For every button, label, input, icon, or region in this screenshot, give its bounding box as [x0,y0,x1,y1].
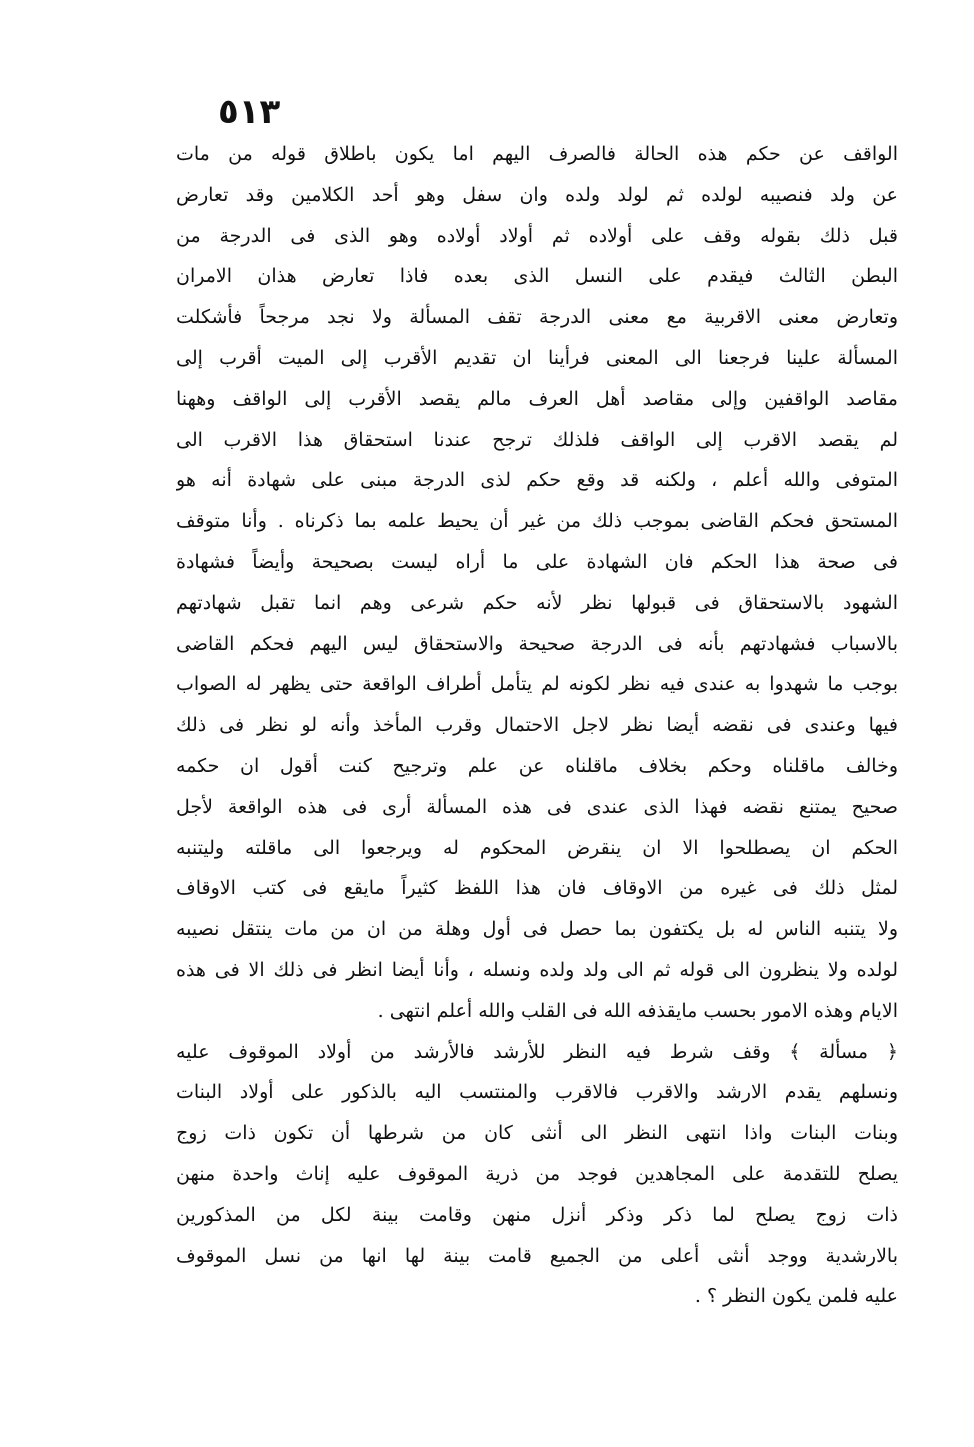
text-line: ولا يتنبه الناس له بل يكتفون بما حصل فى أول وهلة من ان من مات ينتقل نصيبه [176,918,898,941]
text-line-paragraph-end: عليه فلمن يكون النظر ؟ . [694,1285,898,1308]
text-line: البطن الثالث فيقدم على النسل الذى بعده فاذا تعارض هذان الامران [176,265,898,288]
text-line: المتوفى والله أعلم ، ولكنه قد وقع حكم لذى الدرجة مبنى على شهادة أنه هو [176,469,898,492]
text-line: عن ولد فنصيبه لولده ثم لولد ولده وان سفل وهو أحد الكلامين وقد تعارض [176,183,898,206]
text-line: بالارشدية ووجد أنثى أعلى من الجميع قامت بينة لها انها من نسل الموقوف [176,1244,898,1267]
text-line: لولده ولا ينظرون الى قوله ثم الى ولد ولده ونسله ، وأنا أيضا انظر فى ذلك الا فى هذه [176,958,898,981]
text-line: وخالف ماقلناه وحكم بخلاف ماقلناه عن علم وترجيح كنت أقول ان حكمه [176,754,898,777]
text-line: فى صحة هذا الحكم فان الشهادة على ما أراه ليست بصحيحة وأيضاً فشهادة [176,550,898,573]
text-line: وتعارض معنى الاقربية مع معنى الدرجة تقف المسألة ولا نجد مرجحاً فأشكلت [176,306,898,329]
text-line: ذات زوج يصلح لما ذكر وذكر أنزل منهن وقامت بينة لكل من المذكورين [176,1203,898,1226]
text-line: لم يقصد الاقرب إلى الواقف فلذلك ترجح عندنا استحقاق هذا الاقرب الى [176,428,898,451]
text-line: يصلح للتقدمة على المجاهدين فوجد من ذرية الموقوف عليه إناث واحدة منهن [176,1162,898,1185]
body-text [176,134,898,1317]
text-line: وبنات البنات واذا انتهى النظر الى أنثى كان من شرطها أن تكون ذات زوج [176,1122,898,1145]
text-line: بالاسباب فشهادتهم بأنه فى الدرجة صحيحة والاستحقاق ليس اليهم فحكم القاضى [176,632,898,655]
text-line: بوجب ما شهدوا به عندى فيه نظر لكونه لم يتأمل أطراف الواقعة حتى يظهر له الصواب [176,673,898,696]
page-number: ٥١٣ [218,92,281,132]
text-line: الحكم ان يصطلحوا الا ان ينقرض المحكوم له ويرجعوا الى ماقلته وليتنبه [176,836,898,859]
text-line-paragraph-end: الايام وهذه الامور بحسب مايقذفه الله فى القلب والله أعلم انتهى . [377,999,898,1022]
text-line: المستحق فحكم القاضى بموجب ذلك من غير أن يحيط علمه بما ذكرناه . وأنا متوقف [176,510,898,533]
text-line-masala-heading: ﴿ مسألة ﴾ وقف شرط فيه النظر للأرشد فالأرشد من أولاد الموقوف عليه [176,1040,898,1063]
text-line: المسألة علينا فرجعنا الى المعنى فرأينا ان تقديم الأقرب إلى الميت أقرب إلى [176,346,898,369]
text-line: مقاصد الواقفين وإلى مقاصد أهل العرف مالم يقصد الأقرب إلى الواقف وههنا [176,387,898,410]
text-line: لمثل ذلك فى غيره من الاوقاف فان هذا اللفظ كثيراً مايقع فى كتب الاوقاف [176,877,898,900]
text-line: قبل ذلك بقوله وقف على أولاده ثم أولاد أولاده وهو الذى فى الدرجة من [176,224,898,247]
text-line: الشهود بالاستحقاق فى قبولها نظر لأنه حكم شرعى وهم انما تقبل شهادتهم [176,591,898,614]
text-line: صحيح يمتنع نقضه فهذا الذى عندى فى هذه المسألة أرى فى هذه الواقعة لأجل [176,795,898,818]
text-line: ونسلهم يقدم الارشد والاقرب فالاقرب والمنتسب اليه بالذكور على أولاد البنات [176,1081,898,1104]
text-line: فيها وعندى فى نقضه أيضا نظر لاجل الاحتمال وقرب المأخذ وأنه لو نظر فى ذلك [176,714,898,737]
text-line: الواقف عن حكم هذه الحالة فالصرف اليهم اما يكون باطلاق قوله من مات [176,143,898,165]
